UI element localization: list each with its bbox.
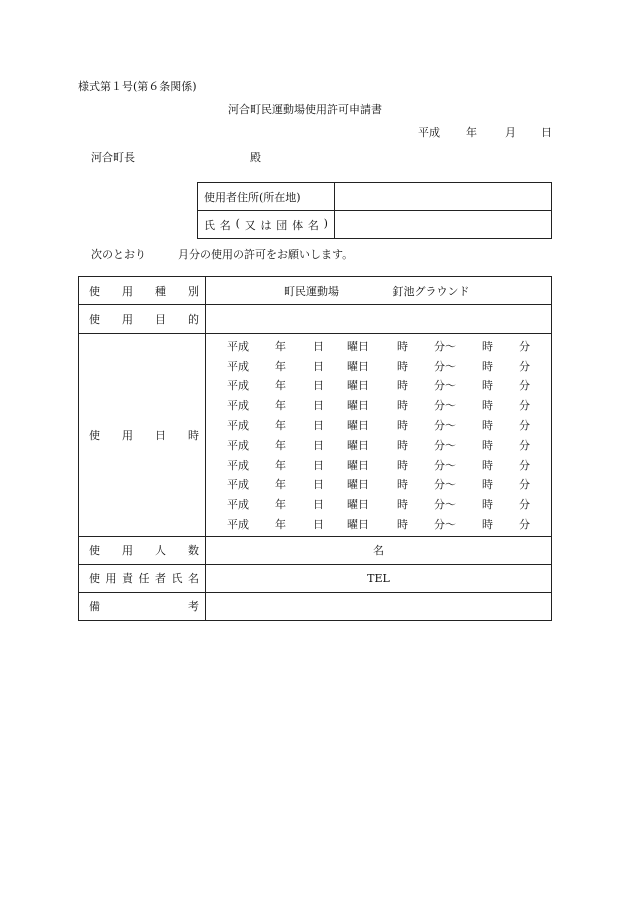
datetime-label-text xyxy=(89,427,199,443)
remarks-label-text xyxy=(89,598,199,614)
slot-weekday: 曜日 xyxy=(347,339,369,353)
applicant-name-label-text xyxy=(204,217,328,233)
slot-minute1: 分〜 xyxy=(434,498,456,512)
slot-minute1: 分〜 xyxy=(434,518,456,532)
datetime-slot[interactable] xyxy=(206,494,551,514)
datetime-slot-list xyxy=(206,334,551,536)
slot-hour2: 時 xyxy=(482,518,493,532)
slot-year: 年 xyxy=(275,458,286,472)
datetime-slot[interactable] xyxy=(206,514,551,534)
slot-weekday: 曜日 xyxy=(347,518,369,532)
label-char: 責 xyxy=(122,572,133,586)
applicant-address-row xyxy=(198,183,552,211)
slot-weekday: 曜日 xyxy=(347,478,369,492)
slot-year: 年 xyxy=(275,399,286,413)
slot-day: 日 xyxy=(313,399,324,413)
label-char: 使 xyxy=(89,544,100,558)
slot-minute2: 分 xyxy=(519,399,530,413)
remarks-row xyxy=(79,592,552,620)
slot-minute1: 分〜 xyxy=(434,359,456,373)
manager-row xyxy=(79,564,552,592)
slot-hour1: 時 xyxy=(397,498,408,512)
label-char: 時 xyxy=(188,428,199,442)
form-number: 様式第１号(第６条関係) xyxy=(78,80,197,93)
slot-year: 年 xyxy=(275,518,286,532)
slot-year: 年 xyxy=(275,498,286,512)
purpose-field[interactable] xyxy=(206,305,552,334)
applicant-name-row xyxy=(198,211,552,239)
label-char: 使 xyxy=(89,572,100,586)
label-char: 的 xyxy=(188,313,199,326)
datetime-row xyxy=(79,334,552,537)
slot-weekday: 曜日 xyxy=(347,458,369,472)
slot-day: 日 xyxy=(313,518,324,532)
slot-weekday: 曜日 xyxy=(347,379,369,393)
slot-hour1: 時 xyxy=(397,438,408,452)
slot-hour2: 時 xyxy=(482,419,493,433)
slot-minute1: 分〜 xyxy=(434,379,456,393)
facility-town-field[interactable]: 町民運動場 xyxy=(284,284,339,298)
label-char: 氏 xyxy=(204,218,215,232)
slot-weekday: 曜日 xyxy=(347,359,369,373)
remarks-field[interactable] xyxy=(206,592,552,620)
slot-era: 平成 xyxy=(227,359,249,373)
slot-day: 日 xyxy=(313,458,324,472)
applicant-address-label: 使用者住所(所在地) xyxy=(198,183,335,211)
slot-hour1: 時 xyxy=(397,518,408,532)
datetime-slot[interactable] xyxy=(206,356,551,376)
slot-era: 平成 xyxy=(227,498,249,512)
date-era: 平成 xyxy=(418,126,440,139)
label-char: 別 xyxy=(188,284,199,298)
label-char: 用 xyxy=(122,284,133,298)
slot-hour1: 時 xyxy=(397,399,408,413)
slot-year: 年 xyxy=(275,478,286,492)
slot-hour2: 時 xyxy=(482,339,493,353)
slot-hour2: 時 xyxy=(482,458,493,472)
slot-era: 平成 xyxy=(227,518,249,532)
slot-era: 平成 xyxy=(227,379,249,393)
label-char: 人 xyxy=(155,544,166,558)
page-title: 河合町民運動場使用許可申請書 xyxy=(228,103,382,116)
datetime-slot[interactable] xyxy=(206,475,551,495)
applicant-name-field[interactable] xyxy=(335,211,552,239)
type-label-text xyxy=(89,283,199,299)
purpose-label xyxy=(79,305,206,334)
slot-hour2: 時 xyxy=(482,379,493,393)
remarks-char-1: 備 xyxy=(89,600,100,614)
slot-weekday: 曜日 xyxy=(347,498,369,512)
slot-year: 年 xyxy=(275,438,286,452)
slot-hour1: 時 xyxy=(397,339,408,353)
label-char: 用 xyxy=(105,572,117,586)
slot-minute1: 分〜 xyxy=(434,478,456,492)
datetime-slots xyxy=(206,334,552,537)
slot-minute1: 分〜 xyxy=(434,438,456,452)
slot-minute2: 分 xyxy=(519,478,530,492)
facility-kugiike-ground[interactable]: 釘池グラウンド xyxy=(392,284,470,298)
datetime-slot[interactable] xyxy=(206,415,551,435)
label-char: 任 xyxy=(138,572,150,586)
datetime-slot[interactable] xyxy=(206,435,551,455)
slot-hour2: 時 xyxy=(482,498,493,512)
slot-day: 日 xyxy=(313,359,324,373)
date-month: 月 xyxy=(505,126,516,139)
applicant-table xyxy=(197,182,552,239)
datetime-slot[interactable] xyxy=(206,336,551,356)
manager-label-text xyxy=(89,570,199,586)
slot-minute1: 分〜 xyxy=(434,419,456,433)
slot-minute2: 分 xyxy=(519,419,530,433)
slot-era: 平成 xyxy=(227,419,249,433)
label-char: 使 xyxy=(89,428,100,442)
purpose-row xyxy=(79,305,552,334)
label-char: 名 xyxy=(219,218,231,232)
slot-era: 平成 xyxy=(227,478,249,492)
slot-era: 平成 xyxy=(227,458,249,472)
slot-hour2: 時 xyxy=(482,359,493,373)
type-label xyxy=(79,277,206,305)
slot-minute2: 分 xyxy=(519,518,530,532)
slot-minute1: 分〜 xyxy=(434,458,456,472)
manager-label xyxy=(79,564,206,592)
slot-minute2: 分 xyxy=(519,498,530,512)
people-row xyxy=(79,536,552,564)
slot-minute2: 分 xyxy=(519,458,530,472)
label-char: 用 xyxy=(122,313,133,326)
manager-field[interactable]: TEL xyxy=(206,564,552,592)
slot-era: 平成 xyxy=(227,339,249,353)
slot-hour1: 時 xyxy=(397,458,408,472)
slot-year: 年 xyxy=(275,339,286,353)
type-row xyxy=(79,277,552,305)
slot-hour2: 時 xyxy=(482,478,493,492)
addressee-name: 河合町長 xyxy=(91,151,135,164)
slot-minute1: 分〜 xyxy=(434,399,456,413)
slot-era: 平成 xyxy=(227,399,249,413)
applicant-name-label xyxy=(198,211,335,239)
people-label xyxy=(79,536,206,564)
slot-hour1: 時 xyxy=(397,379,408,393)
date-day: 日 xyxy=(541,126,552,139)
slot-day: 日 xyxy=(313,438,324,452)
label-char: 使 xyxy=(89,313,100,326)
slot-hour1: 時 xyxy=(397,359,408,373)
people-label-text xyxy=(89,542,199,558)
slot-day: 日 xyxy=(313,419,324,433)
label-char: ) xyxy=(323,216,328,230)
slot-weekday: 曜日 xyxy=(347,419,369,433)
request-text-before: 次のとおり xyxy=(91,248,146,261)
usage-table xyxy=(78,276,552,621)
facility-options xyxy=(206,277,552,305)
slot-year: 年 xyxy=(275,419,286,433)
label-char: 用 xyxy=(122,428,133,442)
label-char: 種 xyxy=(155,284,166,298)
slot-weekday: 曜日 xyxy=(347,399,369,413)
datetime-slot[interactable] xyxy=(206,395,551,415)
slot-day: 日 xyxy=(313,498,324,512)
request-text-after: 月分の使用の許可をお願いします。 xyxy=(178,248,354,261)
label-char: 団 xyxy=(276,218,288,232)
datetime-slot[interactable] xyxy=(206,376,551,396)
slot-hour2: 時 xyxy=(482,438,493,452)
datetime-label xyxy=(79,334,206,537)
label-char: 日 xyxy=(155,428,166,442)
slot-minute2: 分 xyxy=(519,359,530,373)
datetime-slot[interactable] xyxy=(206,455,551,475)
slot-era: 平成 xyxy=(227,438,249,452)
label-char: 使 xyxy=(89,284,100,298)
slot-year: 年 xyxy=(275,359,286,373)
label-char: 名 xyxy=(307,218,319,232)
slot-year: 年 xyxy=(275,379,286,393)
purpose-label-text xyxy=(89,311,199,327)
label-char: 名 xyxy=(188,572,199,586)
label-char: 者 xyxy=(155,572,166,586)
date-year: 年 xyxy=(466,126,477,139)
label-char: 数 xyxy=(188,544,199,558)
label-char: 氏 xyxy=(171,572,183,586)
slot-minute1: 分〜 xyxy=(434,339,456,353)
label-char: 目 xyxy=(155,313,166,326)
label-char: 用 xyxy=(122,544,133,558)
label-char: は xyxy=(260,218,272,232)
label-char: ( xyxy=(235,216,240,230)
people-field[interactable]: 名 xyxy=(206,536,552,564)
slot-minute2: 分 xyxy=(519,339,530,353)
slot-minute2: 分 xyxy=(519,379,530,393)
remarks-label xyxy=(79,592,206,620)
slot-hour1: 時 xyxy=(397,419,408,433)
slot-minute2: 分 xyxy=(519,438,530,452)
addressee-honorific: 殿 xyxy=(250,151,261,164)
slot-hour2: 時 xyxy=(482,399,493,413)
slot-day: 日 xyxy=(313,379,324,393)
label-char: 体 xyxy=(292,218,304,232)
slot-hour1: 時 xyxy=(397,478,408,492)
slot-weekday: 曜日 xyxy=(347,438,369,452)
applicant-address-field[interactable] xyxy=(335,183,552,211)
slot-day: 日 xyxy=(313,339,324,353)
remarks-char-2: 考 xyxy=(188,600,199,614)
slot-day: 日 xyxy=(313,478,324,492)
label-char: 又 xyxy=(244,218,256,232)
